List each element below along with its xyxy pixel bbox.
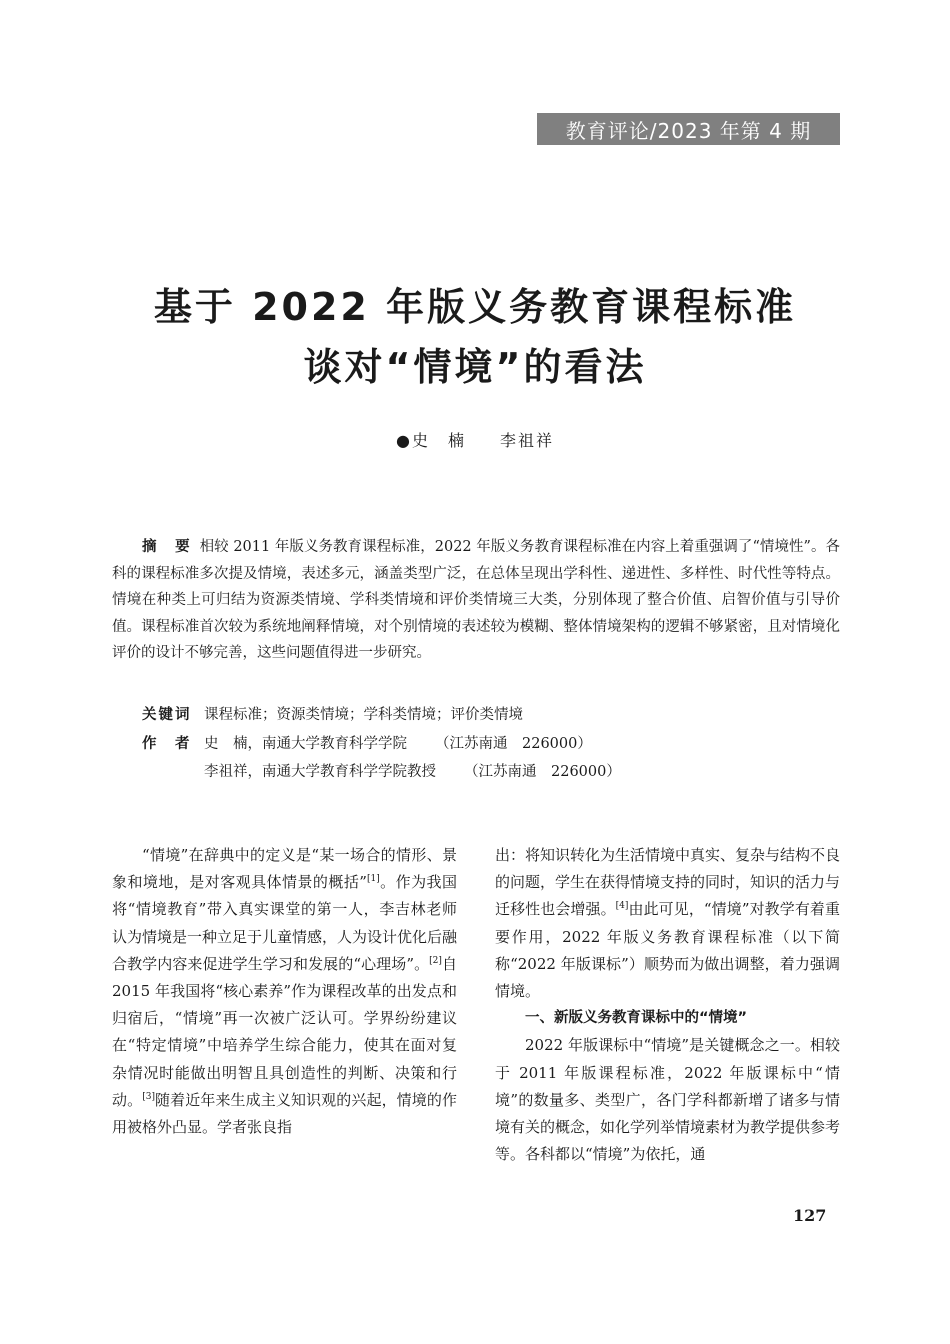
author-address-1: （江苏南通 226000） (435, 736, 592, 752)
bullet-icon: ● (396, 431, 412, 450)
citation-ref: [1] (366, 874, 380, 885)
keywords-label: 关键词 (142, 707, 192, 723)
author-info-label: 作 者 (142, 736, 192, 752)
author-info-row-1 (142, 732, 592, 753)
author-name-2: 李祖祥 (499, 431, 554, 450)
citation-ref: [3] (142, 1091, 155, 1102)
section-heading: 一、新版义务教育课标中的“情境” (525, 1010, 748, 1027)
citation-ref: [2] (429, 955, 442, 966)
article-title-line-2: 谈对“情境”的看法 (303, 345, 647, 389)
keywords-row (142, 703, 523, 724)
article-title-line-1: 基于 2022 年版义务教育课程标准 (153, 285, 797, 329)
journal-issue-badge: 教育评论/2023 年第 4 期 (537, 113, 840, 145)
body-column-left (112, 842, 457, 1141)
body-paragraph: “情境”在辞典中的定义是“某一场合的情形、景象和境地，是对客观具体情景的概括”[1]。作为我国将“情境教育”带入真实课堂的第一人，李吉林老师认为情境是一种立足于儿童情感，人为设计优化后融合教学内容来促进学生学习和发展的“心理场”。[2]自 2015 年我国将“核心素养”作为课程改革的出发点和归宿后，“情境”再一次被广泛认可。学界纷纷建议在“特定情境”中培养学生综合能力，使其在面对复杂情况时能做出明智且具创造性的判断、决策和行动。[3]随着近年来生成主义知识观的兴起，情境的作用被格外凸显。学者张良指 (112, 846, 458, 1137)
keywords-text: 课程标准；资源类情境；学科类情境；评价类情境 (204, 707, 523, 723)
abstract-text: 相较 2011 年版义务教育课程标准，2022 年版义务教育课程标准在内容上着重强调了“情境性”。各科的课程标准多次提及情境，表述多元，涵盖类型广泛，在总体呈现出学科性、递进性、多样性、时代性等特点。情境在种类上可归结为资源类情境、学科类情境和评价类情境三大类，分别体现了整合价值、启智价值与引导价值。课程标准首次较为系统地阐释情境，对个别情境的表述较为模糊、整体情境架构的逻辑不够紧密，且对情境化评价的设计不够完善，这些问题值得进一步研究。 (112, 539, 841, 661)
author-info-line-2: 李祖祥，南通大学教育科学学院教授 (204, 764, 436, 780)
author-address-2: （江苏南通 226000） (464, 764, 621, 780)
abstract (112, 534, 840, 667)
author-name-1: 史 楠 (411, 431, 466, 450)
author-byline (0, 428, 950, 451)
body-paragraph: 出：将知识转化为生活情境中真实、复杂与结构不良的问题，学生在获得情境支持的同时，知识的活力与迁移性也会增强。[4]由此可见，“情境”对教学有着重要作用，2022 年版义务教育课程标准（以下简称“2022 年版课标”）顺势而为做出调整，着力强调情境。 (495, 846, 841, 1001)
author-info-line-1: 史 楠，南通大学教育科学学院 (204, 736, 407, 752)
body-paragraph: 2022 年版课标中“情境”是关键概念之一。相较于 2011 年版课程标准，2022 年版课标中“情境”的数量多、类型广，各门学科都新增了诸多与情境有关的概念，如化学列举情境素材为教学提供参考等。各科都以“情境”为依托，通 (495, 1036, 841, 1164)
abstract-label: 摘 要 (142, 539, 192, 555)
body-column-right (495, 842, 840, 1168)
page-number: 127 (793, 1206, 827, 1225)
citation-ref: [4] (615, 901, 629, 912)
author-info-row-2 (204, 760, 621, 781)
